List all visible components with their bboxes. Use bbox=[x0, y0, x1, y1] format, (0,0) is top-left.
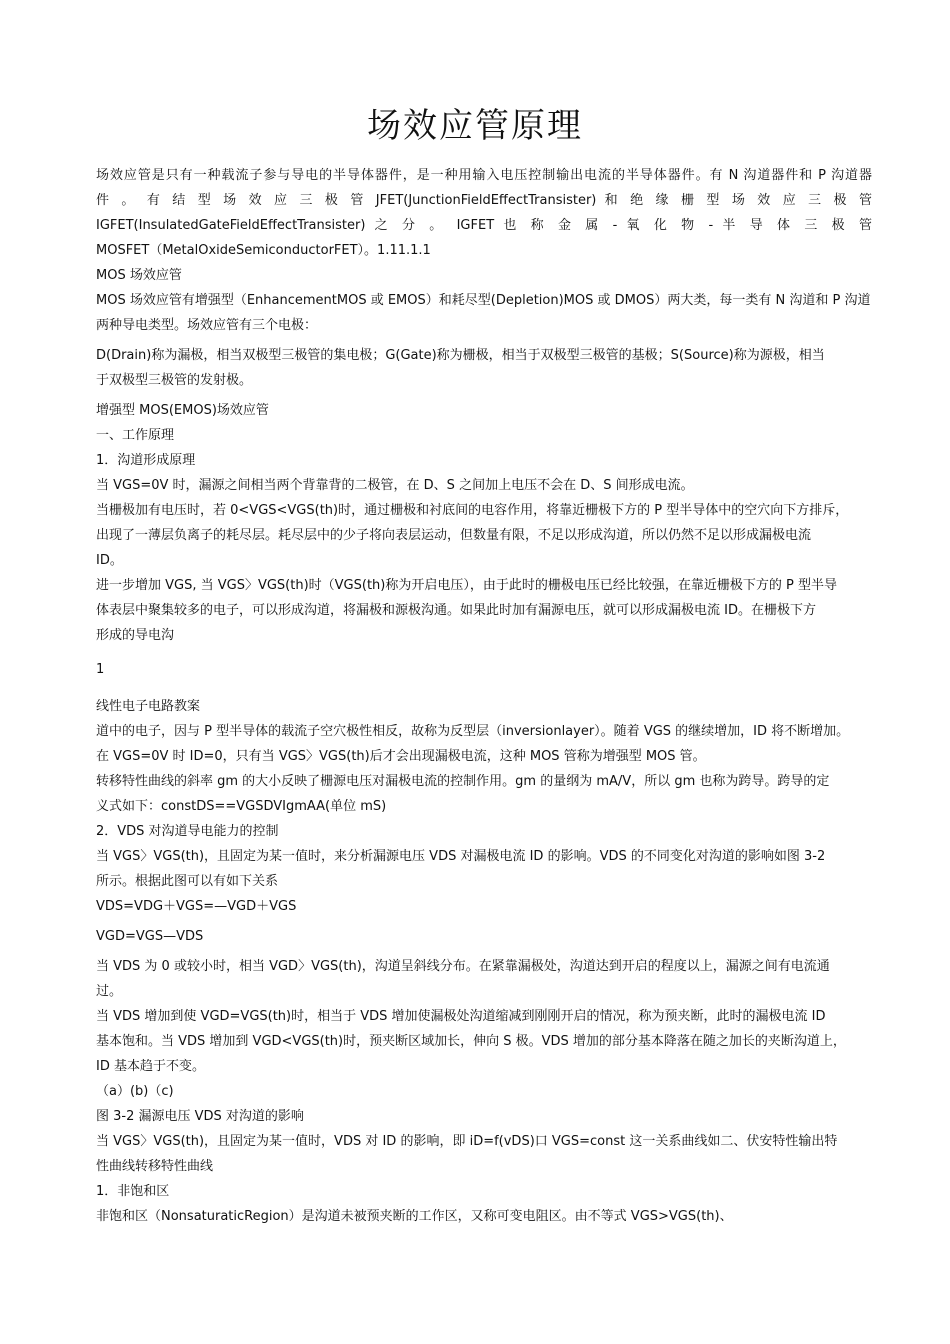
curve-line: 当 VGS〉VGS(th)，且固定为某一值时，VDS 对 ID 的影响，即 iD=f(vDS)口 VGS=const 这一关系曲线如二、伏安特性输出特 bbox=[96, 1134, 838, 1149]
pinch-off-line: 基本饱和。当 VDS 增加到 VGD<VGS(th)时，预夹断区域加长，伸向 S 极。VDS 增加的部分基本降落在随之加长的夹断沟道上， bbox=[96, 1034, 846, 1049]
small-vds-line: 当 VDS 为 0 或较小时，相当 VGD〉VGS(th)，沟道呈斜线分布。在紧靠漏极处，沟道达到开启的程度以上，漏源之间有电流通 bbox=[96, 959, 830, 974]
pinch-off-line: 当 VDS 增加到使 VGD=VGS(th)时，相当于 VDS 增加使漏极处沟道缩减到刚刚开启的情况，称为预夹断，此时的漏极电流 ID bbox=[96, 1009, 826, 1024]
further-increase-line: 形成的导电沟 bbox=[96, 628, 175, 643]
figure-subcaptions: （a）(b)（c) bbox=[96, 1084, 174, 1099]
gate-voltage-line: 当栅极加有电压时，若 0<VGS<VGS(th)时，通过栅极和衬底间的电容作用，将靠近栅极下方的 P 型半导体中的空穴向下方排斥， bbox=[96, 503, 849, 518]
small-vds-line: 过。 bbox=[96, 984, 123, 999]
intro-line: MOSFET（MetalOxideSemiconductorFET）。1.11.1.1 bbox=[96, 243, 431, 258]
equation-line: VGD=VGS—VDS bbox=[96, 929, 204, 944]
section-heading-principle: 一、工作原理 bbox=[96, 428, 175, 443]
document-body bbox=[96, 163, 872, 1229]
figure-caption: 图 3-2 漏源电压 VDS 对沟道的影响 bbox=[96, 1109, 304, 1124]
gate-voltage-line: ID。 bbox=[96, 553, 123, 568]
subsection-heading-vds: 2．VDS 对沟道导电能力的控制 bbox=[96, 824, 279, 839]
equation-line: VDS=VDG＋VGS=—VGD＋VGS bbox=[96, 899, 297, 914]
intro-line: 场效应管是只有一种载流子参与导电的半导体器件，是一种用输入电压控制输出电流的半导体器件。有 N 沟道器件和 P 沟道器 bbox=[96, 168, 872, 183]
further-increase-line: 体表层中聚集较多的电子，可以形成沟道，将漏极和源极沟通。如果此时加有漏源电压，就可以形成漏极电流 ID。在栅极下方 bbox=[96, 603, 816, 618]
nonsat-line: 非饱和区（NonsaturaticRegion）是沟道未被预夹断的工作区，又称可变电阻区。由不等式 VGS>VGS(th)、 bbox=[96, 1209, 733, 1224]
subsection-heading-nonsat: 1．非饱和区 bbox=[96, 1184, 170, 1199]
pinch-off-line: ID 基本趋于不变。 bbox=[96, 1059, 205, 1074]
mos-types-line: MOS 场效应管有增强型（EnhancementMOS 或 EMOS）和耗尽型(Depletion)MOS 或 DMOS）两大类，每一类有 N 沟道和 P 沟道 bbox=[96, 293, 871, 308]
channel-line: 在 VGS=0V 时 ID=0，只有当 VGS〉VGS(th)后才会出现漏极电流，这种 MOS 管称为增强型 MOS 管。 bbox=[96, 749, 706, 764]
page-title: 场效应管原理 bbox=[367, 106, 583, 146]
vgs-zero-line: 当 VGS=0V 时，漏源之间相当两个背靠背的二极管，在 D、S 之间加上电压不会在 D、S 间形成电流。 bbox=[96, 478, 694, 493]
intro-line: 件 。 有 结 型 场 效 应 三 极 管 JFET(JunctionFieldEffectTransister) 和 绝 缘 栅 型 场 效 应 三 极 管 bbox=[96, 193, 872, 208]
further-increase-line: 进一步增加 VGS, 当 VGS〉VGS(th)时（VGS(th)称为开启电压），由于此时的栅极电压已经比较强，在靠近栅极下方的 P 型半导 bbox=[96, 578, 837, 593]
transfer-line: 义式如下：constDS==VGSDVIgmAA(单位 mS) bbox=[96, 799, 387, 814]
electrodes-line: 于双极型三极管的发射极。 bbox=[96, 373, 253, 388]
subsection-heading-channel: 1．沟道形成原理 bbox=[96, 453, 196, 468]
section-heading-mos: MOS 场效应管 bbox=[96, 268, 182, 283]
section-heading-emos: 增强型 MOS(EMOS)场效应管 bbox=[96, 403, 269, 418]
vds-line: 所示。根据此图可以有如下关系 bbox=[96, 874, 279, 889]
intro-line: IGFET(InsulatedGateFieldEffectTransister) 之 分 。 IGFET 也 称 金 属 - 氧 化 物 - 半 导 体 三 极 管 bbox=[96, 218, 872, 233]
mos-types-line: 两种导电类型。场效应管有三个电极： bbox=[96, 318, 318, 333]
gate-voltage-line: 出现了一薄层负离子的耗尽层。耗尽层中的少子将向表层运动，但数量有限，不足以形成沟道，所以仍然不足以形成漏极电流 bbox=[96, 528, 812, 543]
vds-line: 当 VGS〉VGS(th)，且固定为某一值时，来分析漏源电压 VDS 对漏极电流 ID 的影响。VDS 的不同变化对沟道的影响如图 3-2 bbox=[96, 849, 826, 864]
channel-line: 道中的电子，因与 P 型半导体的载流子空穴极性相反，故称为反型层（inversionlayer）。随着 VGS 的继续增加，ID 将不断增加。 bbox=[96, 724, 850, 739]
course-header: 线性电子电路教案 bbox=[96, 699, 201, 714]
curve-line: 性曲线转移特性曲线 bbox=[96, 1159, 214, 1174]
electrodes-line: D(Drain)称为漏极，相当双极型三极管的集电极；G(Gate)称为栅极，相当于双极型三极管的基极；S(Source)称为源极，相当 bbox=[96, 348, 825, 363]
page-number: 1 bbox=[96, 662, 105, 677]
transfer-line: 转移特性曲线的斜率 gm 的大小反映了栅源电压对漏极电流的控制作用。gm 的量纲为 mA/V，所以 gm 也称为跨导。跨导的定 bbox=[96, 774, 830, 789]
